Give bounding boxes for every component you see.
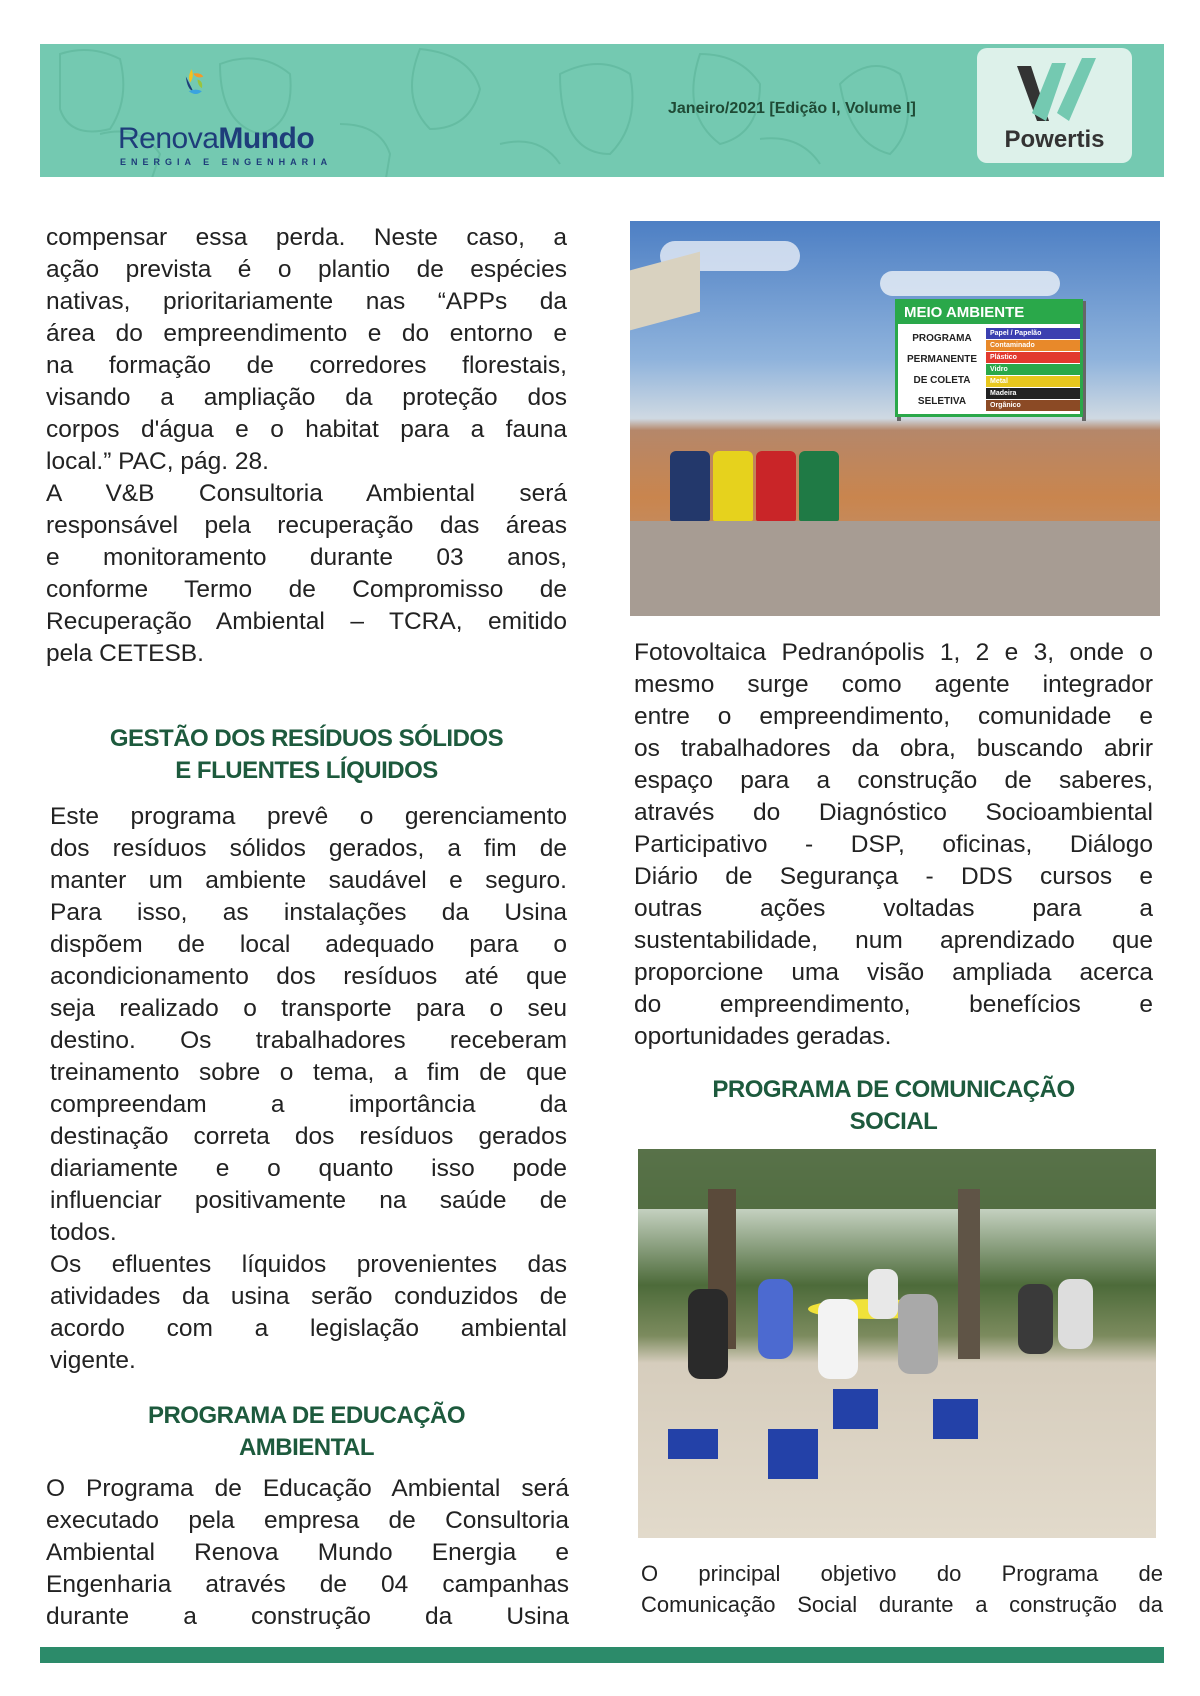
text-line: O principal objetivo do Programa de [641,1561,1163,1586]
sign-categories [986,328,1080,412]
text-line: Engenharia através de 04 campanhas [46,1571,569,1598]
text-line: atividades da usina serão conduzidos de [50,1283,567,1310]
text-line: responsável pela recuperação das áreas [46,512,567,539]
text-line: diariamente e o quanto isso pode [50,1155,567,1182]
text-line: seja realizado o transporte para o seu [50,995,567,1022]
text-line: local.” PAC, pág. 28. [46,448,269,475]
text-line: A V&B Consultoria Ambiental será [46,480,567,507]
comunicacao-caption [641,1558,1163,1620]
sign-category: Papel / Papelão [986,328,1080,339]
sign-category: Madeira [986,388,1080,399]
sign-title: MEIO AMBIENTE [898,302,1080,324]
text-line: vigente. [50,1347,136,1374]
sign-text-line: PERMANENTE [906,354,977,365]
sign-category: Plástico [986,352,1080,363]
text-line: Para isso, as instalações da Usina [50,899,567,926]
edition-label: Janeiro/2021 [Edição I, Volume I] [668,100,916,117]
heading-line: E FLUENTES LÍQUIDOS [175,757,438,784]
text-line: mesmo surge como agente integrador [634,671,1153,698]
text-line: corpos d'água e o habitat para a fauna [46,416,567,443]
text-line: Os efluentes líquidos provenientes das [50,1251,567,1278]
photo-community-meeting [638,1149,1156,1538]
text-line: outras ações voltadas para a [634,895,1153,922]
text-line: do empreendimento, benefícios e [634,991,1153,1018]
text-line: Participativo - DSP, oficinas, Diálogo [634,831,1153,858]
text-line: Este programa prevê o gerenciamento [50,803,567,830]
text-line: através do Diagnóstico Socioambiental [634,799,1153,826]
text-line: área do empreendimento e do entorno e [46,320,567,347]
heading-line: PROGRAMA DE EDUCAÇÃO [147,1402,466,1429]
text-line: sustentabilidade, num aprendizado que [634,927,1153,954]
text-line: acordo com a legislação ambiental [50,1315,567,1342]
intro-paragraph [46,222,567,670]
text-line: influenciar positivamente na saúde de [50,1187,567,1214]
text-line: nativas, prioritariamente nas “APPs da [46,288,567,315]
text-line: conforme Termo de Compromisso de [46,576,567,603]
text-line: O Programa de Educação Ambiental será [46,1475,569,1502]
text-line: Diário de Segurança - DDS cursos e [634,863,1153,890]
text-line: durante a construção da Usina [46,1603,569,1630]
text-line: os trabalhadores da obra, buscando abrir [634,735,1153,762]
photo-recycling-bins [630,221,1160,616]
text-line: Recuperação Ambiental – TCRA, emitido [46,608,567,635]
text-line: dos resíduos sólidos gerados, a fim de [50,835,567,862]
heading-line: GESTÃO DOS RESÍDUOS SÓLIDOS [109,725,504,752]
text-line: ação prevista é o plantio de espécies [46,256,567,283]
text-line: visando a ampliação da proteção dos [46,384,567,411]
text-line: Comunicação Social durante a construção da [641,1592,1163,1617]
educacao-continued-paragraph [634,637,1153,1053]
text-line: treinamento sobre o tema, a fim de que [50,1059,567,1086]
text-line: na formação de corredores florestais, [46,352,567,379]
text-line: proporcione uma visão ampliada acerca [634,959,1153,986]
text-line: compensar essa perda. Neste caso, a [46,224,567,251]
text-line: Ambiental Renova Mundo Energia e [46,1539,569,1566]
sign-category: Orgânico [986,400,1080,411]
educacao-paragraph [46,1473,569,1633]
text-line: entre o empreendimento, comunidade e [634,703,1153,730]
selective-collection-sign [895,299,1083,417]
sign-text-line: PROGRAMA [912,333,972,344]
heading-educacao [46,1400,567,1464]
text-line: espaço para a construção de saberes, [634,767,1153,794]
text-line: dispõem de local adequado para o [50,931,567,958]
text-line: todos. [50,1219,117,1246]
renovamundo-logo-icon [180,50,250,120]
residuos-paragraph [50,801,567,1377]
powertis-w-icon [977,48,1132,128]
sign-category: Metal [986,376,1080,387]
text-line: destinação correta dos resíduos gerados [50,1123,567,1150]
heading-line: PROGRAMA DE COMUNICAÇÃO [712,1076,1075,1103]
powertis-logo [977,48,1132,163]
text-line: executado pela empresa de Consultoria [46,1507,569,1534]
text-line: pela CETESB. [46,640,204,667]
heading-residuos [46,723,567,787]
renovamundo-tagline: ENERGIA E ENGENHARIA [120,157,333,167]
text-line: destino. Os trabalhadores receberam [50,1027,567,1054]
sign-program-text [902,328,982,412]
header-banner [40,44,1164,177]
heading-comunicacao [634,1074,1153,1138]
powertis-name: Powertis [1004,126,1105,153]
heading-line: SOCIAL [849,1108,938,1135]
text-line: compreendam a importância da [50,1091,567,1118]
sign-text-line: DE COLETA [913,375,971,386]
text-line: acondicionamento dos resíduos até que [50,963,567,990]
sign-category: Vidro [986,364,1080,375]
heading-line: AMBIENTAL [238,1434,375,1461]
text-line: oportunidades geradas. [634,1023,892,1050]
text-line: e monitoramento durante 03 anos, [46,544,567,571]
sign-text-line: SELETIVA [917,396,967,407]
renovamundo-brand: RenovaMundo [118,122,315,155]
footer-bar [40,1647,1164,1663]
text-line: Fotovoltaica Pedranópolis 1, 2 e 3, onde o [634,639,1153,666]
text-line: manter um ambiente saudável e seguro. [50,867,567,894]
sign-category: Contaminado [986,340,1080,351]
